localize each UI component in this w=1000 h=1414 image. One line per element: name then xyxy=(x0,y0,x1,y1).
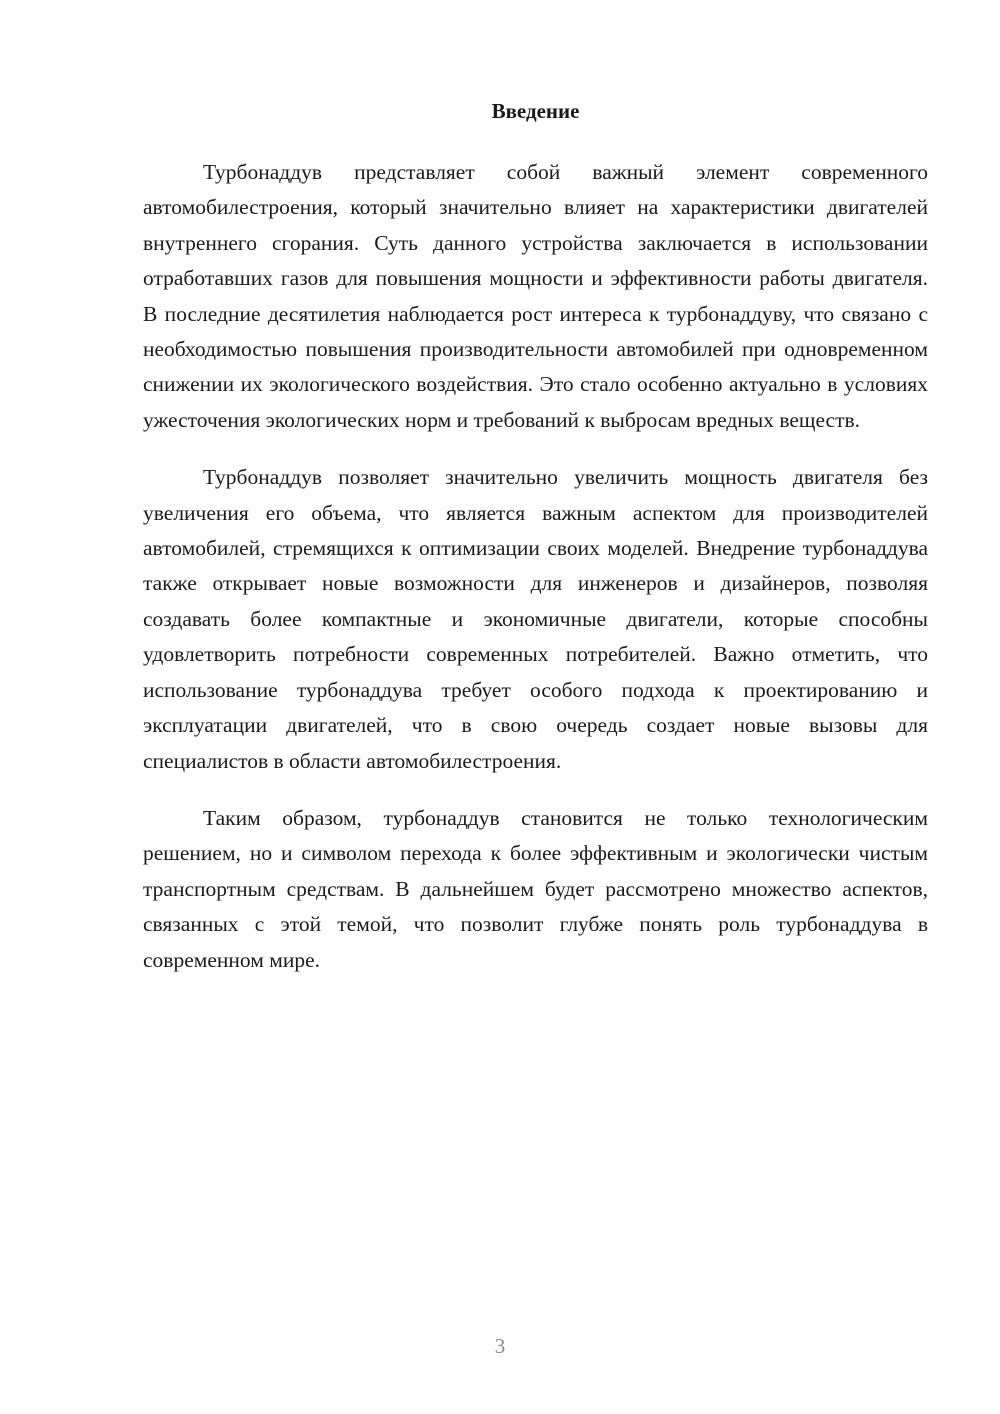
paragraph-2: Турбонаддув позволяет значительно увеличить мощность двигателя без увеличения его объема, что является важным аспектом для производителей автомобилей, стремящихся к оптимизации своих моделей. Внедрение турбонаддува также открывает новые возможности для инженеров и дизайнеров, позволяя создавать более компактные и экономичные двигатели, которые способны удовлетворить потребности современных потребителей. Важно отметить, что использование турбонаддува требует особого подхода к проектированию и эксплуатации двигателей, что в свою очередь создает новые вызовы для специалистов в области автомобилестроения. xyxy=(143,465,928,773)
paragraph-3: Таким образом, турбонаддув становится не только технологическим решением, но и символом перехода к более эффективным и экологически чистым транспортным средствам. В дальнейшем будет рассмотрено множество аспектов, связанных с этой темой, что позволит глубже понять роль турбонаддува в современном мире. xyxy=(143,805,928,972)
page-number: 3 xyxy=(494,1334,506,1358)
page-content xyxy=(143,96,928,978)
section-heading: Введение xyxy=(491,99,580,123)
paragraph-1: Турбонаддув представляет собой важный элемент современного автомобилестроения, который значительно влияет на характеристики двигателей внутреннего сгорания. Суть данного устройства заключается в использовании отработавших газов для повышения мощности и эффективности работы двигателя. В последние десятилетия наблюдается рост интереса к турбонаддуву, что связано с необходимостью повышения производительности автомобилей при одновременном снижении их экологического воздействия. Это стало особенно актуально в условиях ужесточения экологических норм и требований к выбросам вредных веществ. xyxy=(143,160,928,432)
